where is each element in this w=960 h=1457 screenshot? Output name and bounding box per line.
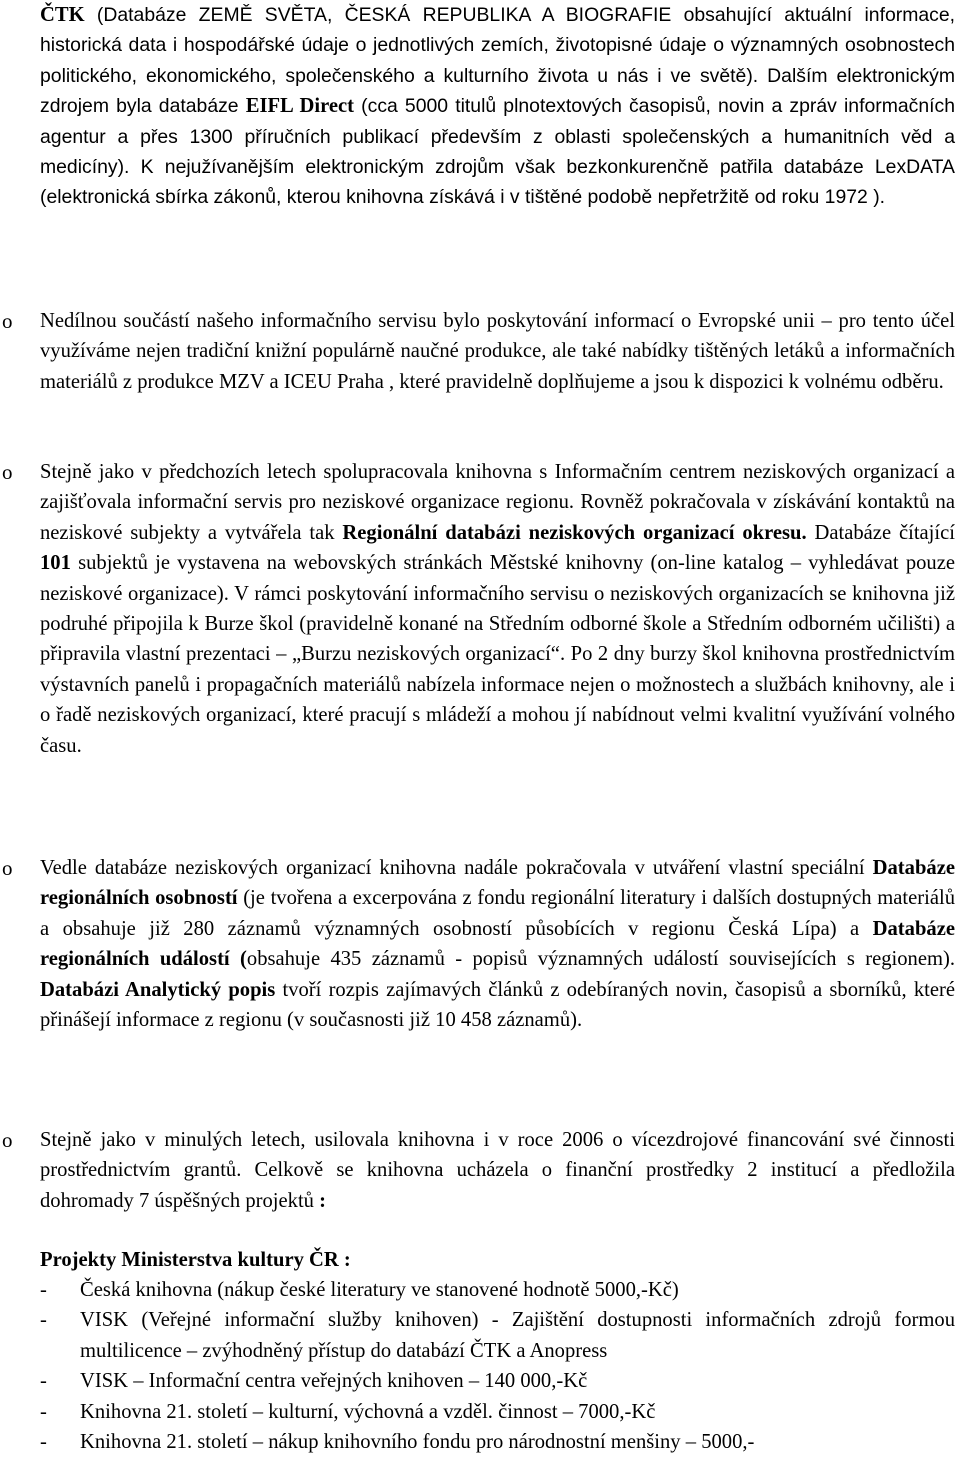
list-item-text: Knihovna 21. století – kulturní, výchovná a vzděl. činnost – 7000,-Kč xyxy=(80,1400,656,1423)
paragraph-ngo xyxy=(40,457,955,761)
projects-list xyxy=(0,1275,955,1457)
dash-marker: - xyxy=(40,1370,47,1393)
projects-heading: Projekty Ministerstva kultury ČR : xyxy=(40,1249,351,1271)
intro-paragraph xyxy=(40,0,955,213)
paragraph-grants xyxy=(40,1125,955,1216)
paragraph-text: Databáze čítající xyxy=(806,521,955,544)
list-item xyxy=(0,1397,955,1427)
intro-text-2: (cca 5000 titulů plnotextových časopisů, novin a zpráv informačních agentur a přes 1300 příručních publikací především z oblasti společenských a humanitních věd a medicíny). K nejužívanějším elektronickým zdrojům však bezkonkurenčně patřila databáze LexDATA (elektronická sbírka zákonů, kterou knihovna získává i v tištěné podobě nepřetržitě od roku 1972 ). xyxy=(40,95,955,209)
paragraph-text: tvoří rozpis zajímavých článků z odebíraných novin, časopisů a sborníků, které přinášejí informace z regionu (v současnosti již 10 458 záznamů). xyxy=(40,978,955,1032)
bold-text: Databázi Analytický popis xyxy=(40,978,276,1001)
dash-marker: - xyxy=(40,1400,47,1423)
bold-text: Databáze regionálních událostí ( xyxy=(40,917,955,971)
intro-text-1: Dalším elektronickým zdrojem byla databáze xyxy=(40,64,956,118)
list-item xyxy=(0,1305,955,1366)
bullet-marker: o xyxy=(2,460,13,484)
list-item xyxy=(0,1427,955,1457)
list-item-text: Česká knihovna (nákup české literatury ve stanovené hodnotě 5000,-Kč) xyxy=(80,1279,679,1301)
list-item xyxy=(0,1366,955,1396)
paragraph-text: obsahuje 435 záznamů - popisů významných událostí souvisejících s regionem). xyxy=(246,948,956,971)
dash-marker: - xyxy=(40,1309,47,1332)
bold-text: Databáze regionálních osobností xyxy=(40,857,955,910)
bullet-marker: o xyxy=(2,1128,13,1152)
eifl-label: EIFL Direct xyxy=(245,95,355,118)
paragraph-text: Stejně jako v předchozích letech spolupracovala knihovna s Informačním centrem neziskových organizací a zajišťovala informační servis pro neziskové organizace regionu. Rovněž pokračovala v získávání kontaktů na neziskové subjekty a vytvářela tak xyxy=(40,461,955,544)
bold-text: Regionální databázi neziskových organizací okresu. xyxy=(342,521,807,544)
list-item-text: VISK – Informační centra veřejných knihoven – 140 000,-Kč xyxy=(80,1370,588,1393)
dash-marker: - xyxy=(40,1431,47,1454)
paragraph-regional-db xyxy=(40,853,955,1035)
list-item-text: Knihovna 21. století – nákup knihovního fondu pro národnostní menšiny – 5000,- xyxy=(80,1431,755,1454)
bold-text: : xyxy=(319,1189,326,1212)
list-item xyxy=(0,1275,955,1305)
bullet-marker: o xyxy=(2,856,13,880)
list-item-text: VISK (Veřejné informační služby knihoven) - Zajištění dostupnosti informačních zdrojů formou multilicence – zvýhodněný přístup do databází ČTK a Anopress xyxy=(80,1309,955,1362)
paragraph-text: (je tvořena a excerpována z fondu regionální literatury i dalších dostupných materiálů a obsahuje již 280 záznamů významných osobností působících v regionu Česká Lípa) a xyxy=(40,887,955,940)
paragraph-eu-info xyxy=(40,306,955,397)
paragraph-text: Vedle databáze neziskových organizací knihovna nadále pokračovala v utváření vlastní speciální xyxy=(40,857,873,879)
ctk-description: (Databáze ZEMĚ SVĚTA, ČESKÁ REPUBLIKA A BIOGRAFIE obsahující aktuální informace, historická data i hospodářské údaje o jednotlivých zemích, životopisné údaje o významných osobnostech politického, ekonomického, společenského a kulturního života u nás i ve světě). xyxy=(40,4,955,87)
dash-marker: - xyxy=(40,1279,47,1301)
paragraph-text: Nedílnou součástí našeho informačního servisu bylo poskytování informací o Evropské unii – pro tento účel využíváme nejen tradiční knižní populárně naučné produkce, ale také nabídky tištěných letáků a informačních materiálů z produkce MZV a ICEU Praha , které pravidelně doplňujeme a jsou k dispozici k volnému odběru. xyxy=(40,310,955,393)
bullet-marker: o xyxy=(2,309,13,333)
ctk-label: ČTK xyxy=(40,4,85,26)
paragraph-text: Stejně jako v minulých letech, usilovala knihovna i v roce 2006 o vícezdrojové financování své činnosti prostřednictvím grantů. Celkově se knihovna ucházela o finanční prostředky 2 institucí a předložila dohromady 7 úspěšných projektů xyxy=(40,1129,955,1212)
bold-text: 101 xyxy=(40,552,71,575)
paragraph-text: subjektů je vystavena na webovských stránkách Městské knihovny (on-line katalog – vyhledávat pouze neziskové organizace). V rámci poskytování informačního servisu o neziskových organizacích se knihovna již podruhé připojila k Burze škol (pravidelně konané na Středním odborné škole a Středním odborném učilišti) a připravila vlastní prezentaci – „Burzu neziskových organizací“. Po 2 dny burzy škol knihovna prostřednictvím výstavních panelů i propagačních materiálů nabízela informace nejen o možnostech a službách knihovny, ale i o řadě neziskových organizací, které pracují s mládeží a mohou jí nabídnout velmi kvalitní využívání volného času. xyxy=(40,552,955,757)
